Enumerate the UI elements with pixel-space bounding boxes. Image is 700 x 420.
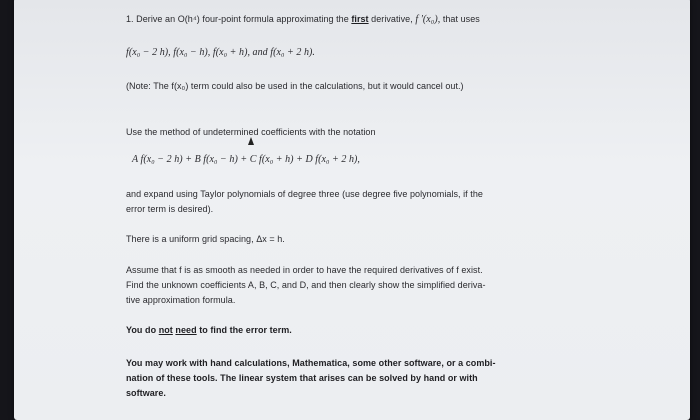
assume-line-3: tive approximation formula. <box>126 295 236 305</box>
grid-spacing: There is a uniform grid spacing, Δx = h. <box>126 234 285 244</box>
assume-line-1: Assume that f is as smooth as needed in order to have the required derivatives of f exist. <box>126 265 483 275</box>
work-line-2: nation of these tools. The linear system that arises can be solved by hand or with <box>126 373 478 383</box>
coefficient-formula: A f(x₀ − 2 h) + B f(x₀ − h) + C f(x₀ + h) + D f(x₀ + 2 h), <box>132 154 360 165</box>
error-term-note: You do not need to find the error term. <box>126 325 292 335</box>
work-line-3: software. <box>126 388 166 398</box>
derivative-notation: f ′(x₀), <box>415 14 441 25</box>
document-page <box>14 0 690 420</box>
mouse-cursor-icon <box>248 137 254 145</box>
expand-line-1: and expand using Taylor polynomials of degree three (use degree five polynomials, if the <box>126 189 483 199</box>
problem-statement: 1. Derive an O(h⁴) four-point formula approximating the first derivative, f ′(x₀), that uses <box>126 14 480 25</box>
expand-line-2: error term is desired). <box>126 204 214 214</box>
sample-points: f(x₀ − 2 h), f(x₀ − h), f(x₀ + h), and f(x₀ + 2 h). <box>126 47 315 58</box>
work-line-1: You may work with hand calculations, Mathematica, some other software, or a combi- <box>126 358 496 368</box>
assume-line-2: Find the unknown coefficients A, B, C, and D, and then clearly show the simplified deriva- <box>126 280 486 290</box>
note-text: (Note: The f(x₀) term could also be used in the calculations, but it would cancel out.) <box>126 81 464 91</box>
method-intro: Use the method of undetermined coefficients with the notation <box>126 127 376 137</box>
order-term: O(h⁴) <box>177 14 200 24</box>
problem-number: 1. <box>126 14 134 24</box>
first-emphasis: first <box>351 14 369 24</box>
